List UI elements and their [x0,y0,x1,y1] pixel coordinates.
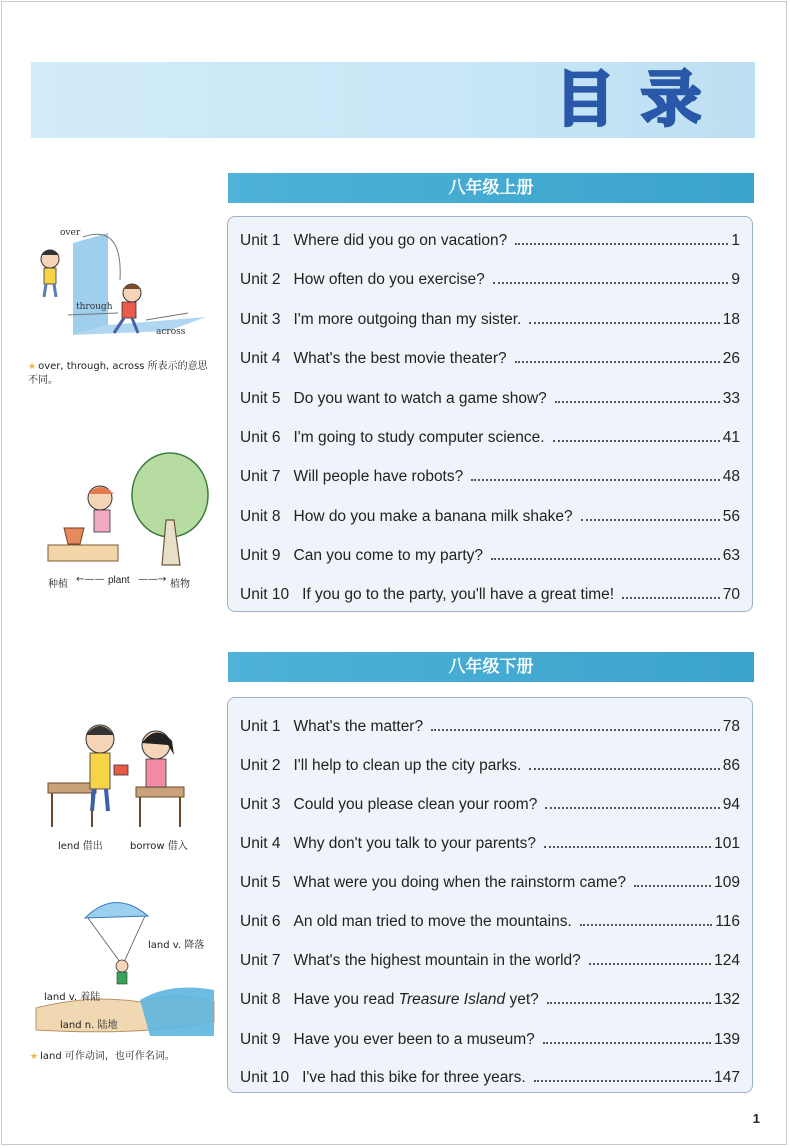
toc-row[interactable] [240,909,740,931]
toc-row[interactable] [240,753,740,775]
caption-text: over, through, across 所表示的意思不同。 [28,361,208,386]
toc-page: 48 [722,468,740,485]
label-land-verb: land v. 着陆 [44,992,101,1003]
toc-row[interactable] [240,425,740,447]
toc-dots [555,401,720,403]
toc-title: What's the highest mountain in the world? [293,952,581,969]
toc-dots [515,243,728,245]
caption-text: land 可作动词，也可作名词。 [40,1051,175,1062]
toc-title-book: Treasure Island [398,991,506,1008]
toc-page: 1 [731,232,740,249]
over-through-across-drawing [28,225,218,355]
toc-page: 18 [722,311,740,328]
toc-row[interactable] [240,504,740,526]
toc-unit: Unit 7 [240,952,281,969]
toc-title: How often do you exercise? [293,271,485,288]
toc-unit: Unit 5 [240,874,281,891]
toc-unit: Unit 7 [240,468,281,485]
toc-page: 56 [722,508,740,525]
toc-title: I'm more outgoing than my sister. [293,311,522,328]
toc-unit: Unit 10 [240,586,290,603]
toc-dots [529,768,719,770]
toc-page: 41 [722,429,740,446]
page-number: 1 [752,1111,760,1126]
illustration-lend-borrow [44,715,220,855]
toc-page: 147 [714,1069,740,1086]
star-icon: ★ [30,1052,39,1062]
toc-unit: Unit 10 [240,1069,290,1086]
toc-unit: Unit 1 [240,232,281,249]
toc-page: 63 [722,547,740,564]
toc-row[interactable] [240,792,740,814]
toc-row[interactable] [240,714,740,736]
toc-unit: Unit 9 [240,547,281,564]
toc-title: I'll help to clean up the city parks. [293,757,522,774]
toc-title: Could you please clean your room? [293,796,538,813]
label-land-fall: land v. 降落 [148,940,205,951]
toc-row[interactable] [240,831,740,853]
label-lend: lend 借出 [58,841,103,852]
label-plant-noun: 植物 [170,579,190,590]
toc-dots [547,1002,711,1004]
toc-row[interactable] [240,228,740,250]
toc-unit: Unit 6 [240,913,281,930]
toc-row[interactable] [240,870,740,892]
label-through: through [76,302,113,312]
toc-page: 132 [714,991,740,1008]
illustration-over-through-across [28,225,218,395]
toc-unit: Unit 8 [240,991,281,1008]
toc-page: 109 [714,874,740,891]
toc-title: I'm going to study computer science. [293,429,545,446]
toc-unit: Unit 3 [240,311,281,328]
toc-unit: Unit 2 [240,271,281,288]
toc-dots [493,282,729,284]
toc-dots [545,807,719,809]
toc-unit: Unit 4 [240,350,281,367]
arrow-left-icon: ←—— [76,574,105,585]
toc-title: An old man tried to move the mountains. [293,913,572,930]
toc-dots [589,963,711,965]
label-over: over [60,228,81,238]
label-across: across [156,327,186,337]
section-header-grade8-vol2: 八年级下册 [228,652,754,682]
toc-page: 86 [722,757,740,774]
plant-drawing [40,440,220,570]
toc-title: Have you ever been to a museum? [293,1031,535,1048]
toc-page: 9 [731,271,740,288]
toc-title: What's the matter? [293,718,424,735]
toc-unit: Unit 5 [240,390,281,407]
toc-row[interactable] [240,386,740,408]
toc-unit: Unit 3 [240,796,281,813]
caption-land [30,1047,220,1062]
toc-dots [431,729,720,731]
page-title: 目录 [555,65,727,135]
toc-title: Do you want to watch a game show? [293,390,547,407]
toc-dots [580,924,712,926]
toc-title: Where did you go on vacation? [293,232,508,249]
toc-page: 101 [714,835,740,852]
toc-unit: Unit 9 [240,1031,281,1048]
toc-box-grade8-vol1 [227,216,753,612]
toc-title: Will people have robots? [293,468,464,485]
toc-row[interactable] [240,582,740,604]
toc-page: 139 [714,1031,740,1048]
toc-page: 78 [722,718,740,735]
toc-dots [515,361,720,363]
arrow-right-icon: ——→ [138,574,167,585]
label-borrow: borrow 借入 [130,841,188,852]
toc-dots [529,322,719,324]
lend-borrow-drawing [44,715,220,833]
toc-page: 94 [722,796,740,813]
toc-box-grade8-vol2 [227,697,753,1093]
toc-row[interactable] [240,948,740,970]
toc-title-part: Have you read [293,991,399,1008]
toc-unit: Unit 4 [240,835,281,852]
illustration-plant [40,440,220,590]
toc-title: What were you doing when the rainstorm came? [293,874,627,891]
label-land-noun: land n. 陆地 [60,1020,118,1031]
toc-page: 116 [715,913,740,930]
toc-title: If you go to the party, you'll have a great time! [302,586,615,603]
toc-dots [534,1080,711,1082]
toc-title: Can you come to my party? [293,547,484,564]
caption-over-through-across [28,360,214,388]
toc-row[interactable] [240,987,740,1009]
label-plant-verb: 种植 [48,579,68,590]
toc-dots [553,440,720,442]
toc-unit: Unit 1 [240,718,281,735]
toc-row[interactable] [240,1065,740,1087]
toc-dots [634,885,711,887]
toc-dots [491,558,720,560]
toc-title: Why don't you talk to your parents? [293,835,536,852]
toc-title-part: yet? [505,991,539,1008]
toc-row[interactable] [240,307,740,329]
land-drawing [30,890,220,1040]
toc-page: 70 [722,586,740,603]
toc-title: How do you make a banana milk shake? [293,508,573,525]
toc-dots [581,519,720,521]
illustration-land [30,890,220,1070]
toc-title [294,991,539,1009]
toc-row[interactable] [240,464,740,486]
toc-unit: Unit 2 [240,757,281,774]
toc-row[interactable] [240,267,740,289]
title-band [31,62,755,138]
toc-dots [471,479,720,481]
toc-page: 33 [722,390,740,407]
toc-row[interactable] [240,1027,740,1049]
toc-page: 26 [722,350,740,367]
toc-title: What's the best movie theater? [293,350,507,367]
toc-dots [622,597,720,599]
toc-title: I've had this bike for three years. [302,1069,526,1086]
toc-dots [544,846,711,848]
section-header-grade8-vol1: 八年级上册 [228,173,754,203]
label-plant: plant [108,575,130,586]
toc-row[interactable] [240,543,740,565]
toc-unit: Unit 6 [240,429,281,446]
toc-row[interactable] [240,346,740,368]
toc-page: 124 [714,952,740,969]
toc-unit: Unit 8 [240,508,281,525]
toc-dots [543,1042,711,1044]
star-icon: ★ [28,362,37,372]
